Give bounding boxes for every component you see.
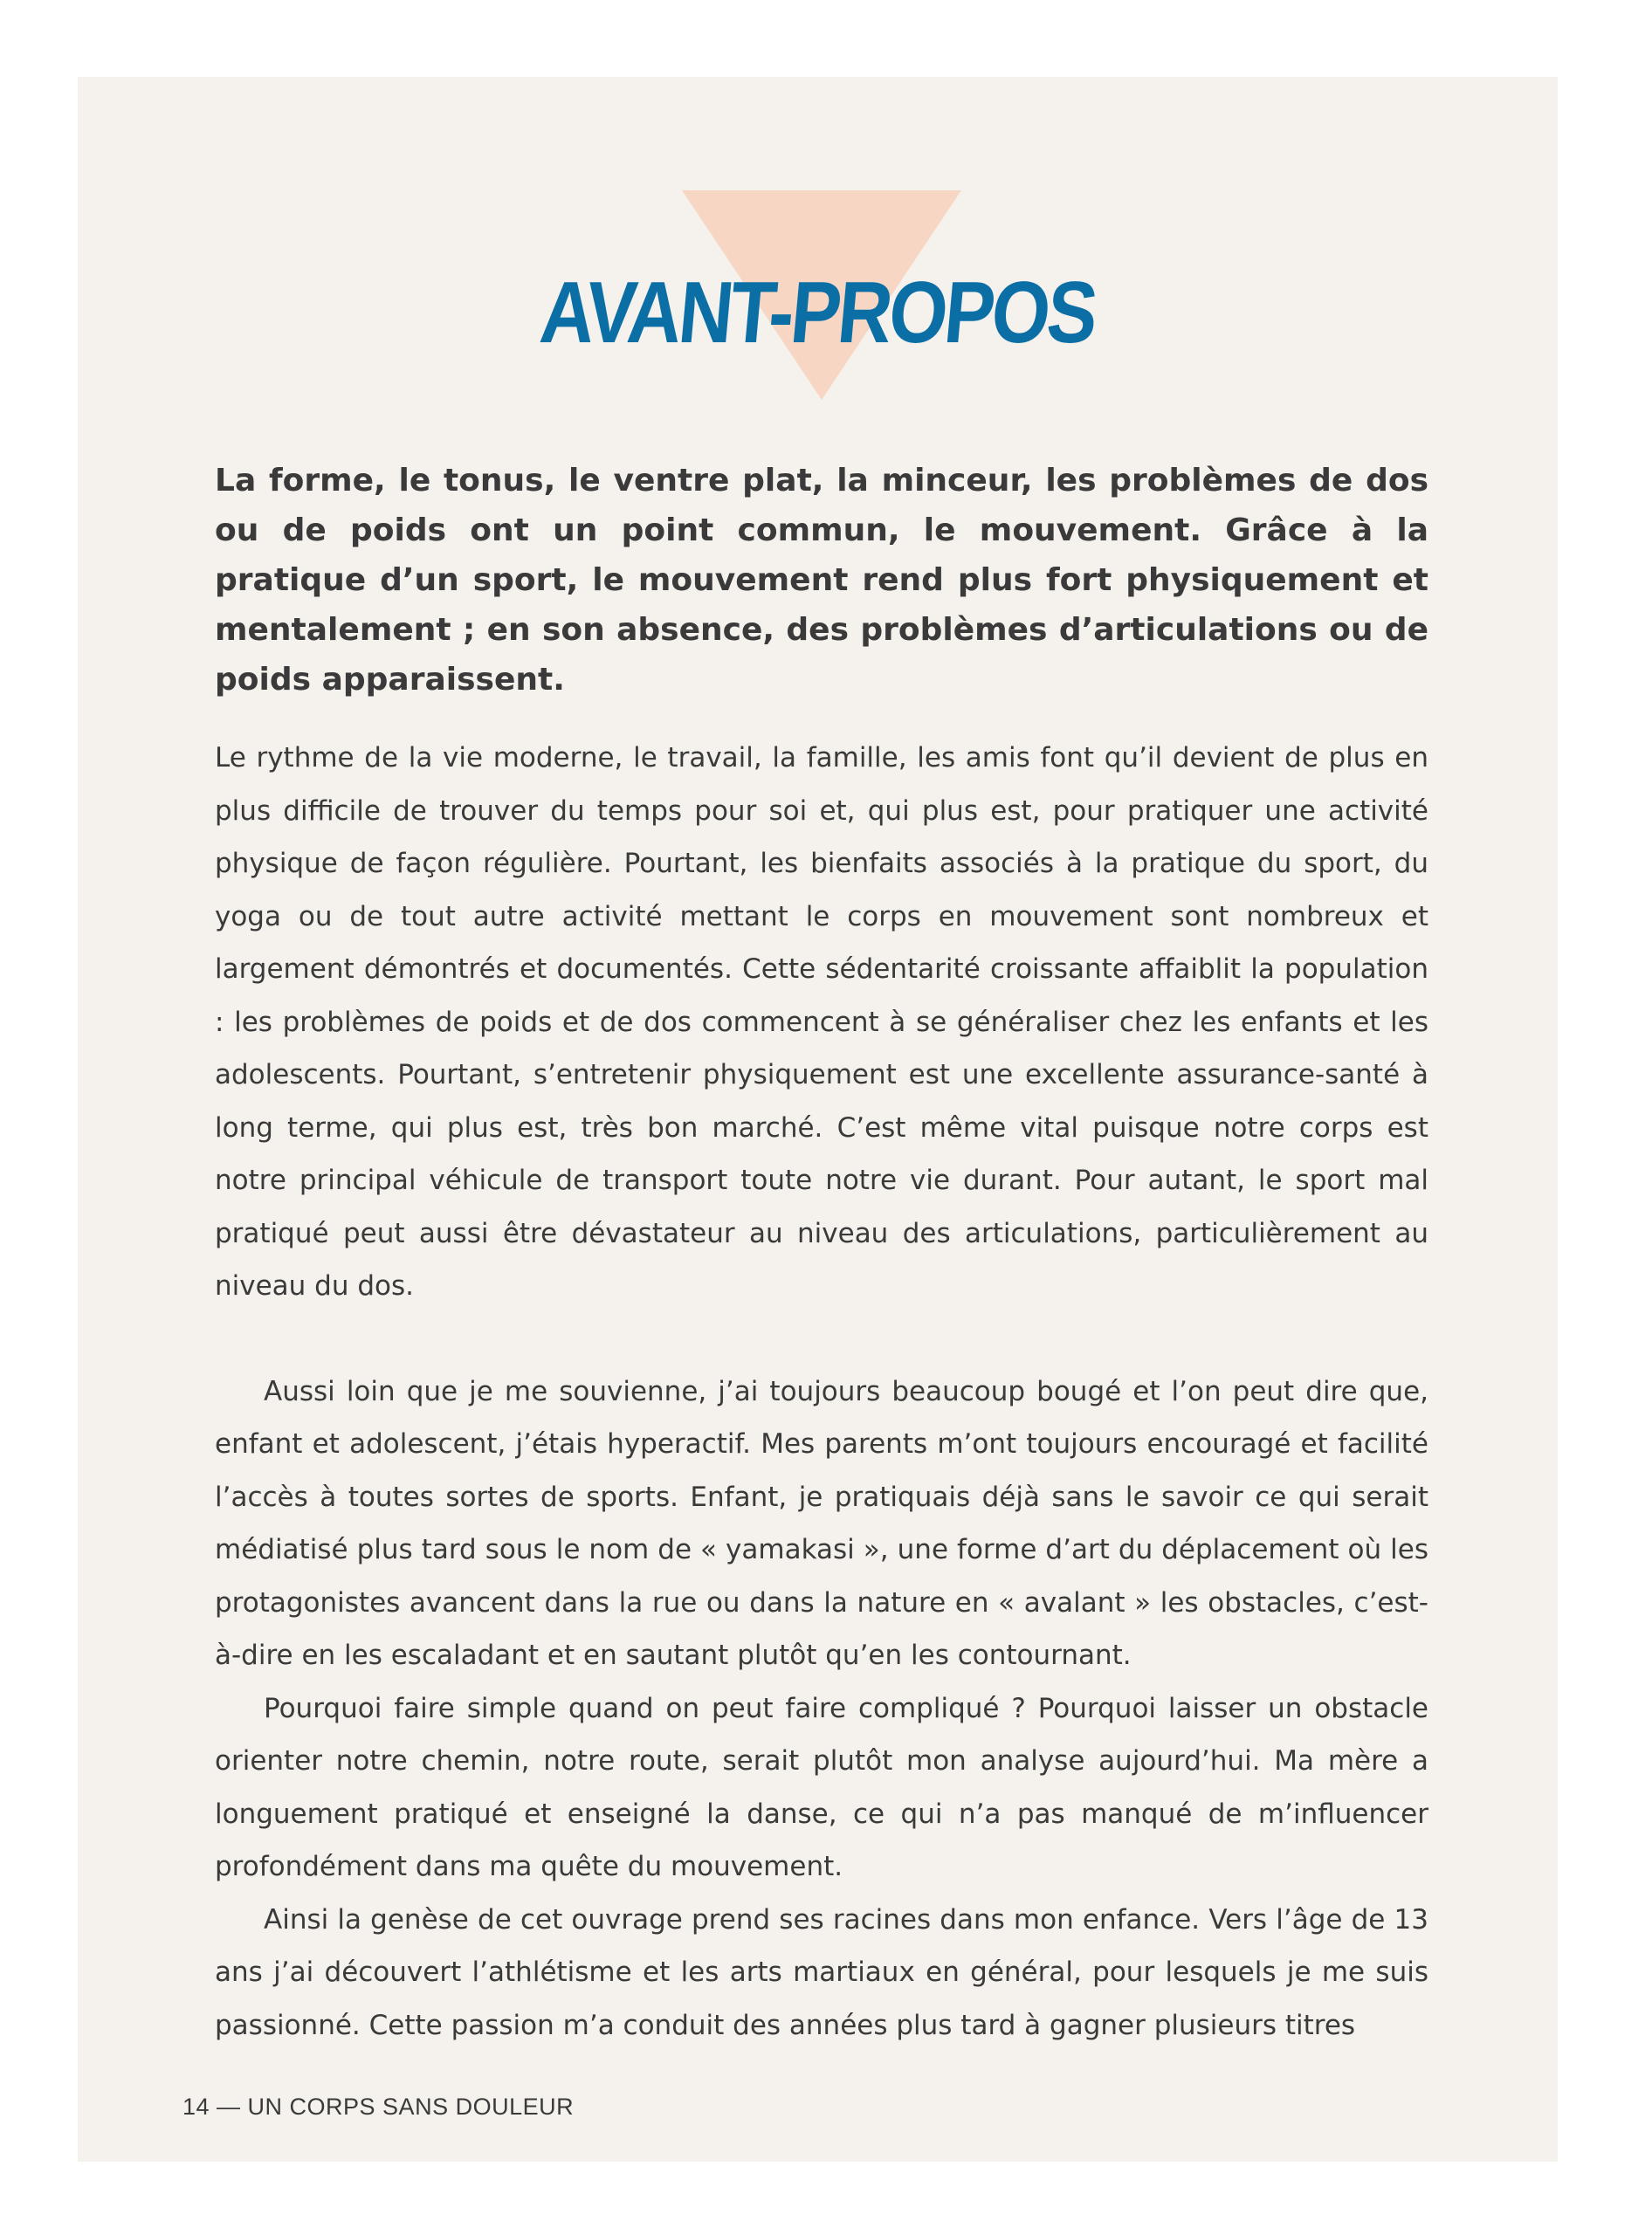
- book-page: [78, 77, 1558, 2162]
- lead-paragraph: La forme, le tonus, le ventre plat, la minceur, les problèmes de dos ou de poids ont un point commun, le mouvement. Grâce à la pratique d’un sport, le mouvement rend plus fort physiquement et mentalement ; en son absence, des problèmes d’articulations ou de poids apparaissent.: [215, 463, 1428, 698]
- paragraph-4: Ainsi la genèse de cet ouvrage prend ses racines dans mon enfance. Vers l’âge de 13 ans j’ai découvert l’athlétisme et les arts martiaux en général, pour lesquels je me suis passionné. Cette passion m’a conduit des années plus tard à gagner plusieurs titres: [215, 1903, 1428, 2041]
- paragraph-3: Pourquoi faire simple quand on peut faire compliqué ? Pourquoi laisser un obstacle orienter notre chemin, notre route, serait plutôt mon analyse aujourd’hui. Ma mère a longuement pratiqué et enseigné la danse, ce qui n’a pas manqué de m’influencer profondément dans ma quête du mouvement.: [215, 1692, 1428, 1882]
- paragraph-2: Aussi loin que je me souvienne, j’ai toujours beaucoup bougé et l’on peut dire que, enfant et adolescent, j’étais hyperactif. Mes parents m’ont toujours encouragé et facilité l’accès à toutes sortes de sports. Enfant, je pratiquais déjà sans le savoir ce qui serait médiatisé plus tard sous le nom de « yamakasi », une forme d’art du déplacement où les protagonistes avancent dans la rue ou dans la nature en « avalant » les obstacles, c’est-à-dire en les escaladant et en sautant plutôt qu’en les contournant.: [215, 1375, 1428, 1671]
- page-footer: 14 — UN CORPS SANS DOULEUR: [182, 2094, 575, 2120]
- page-title: AVANT-PROPOS: [536, 264, 1099, 361]
- paragraph-1: Le rythme de la vie moderne, le travail, la famille, les amis font qu’il devient de plus en plus difficile de trouver du temps pour soi et, qui plus est, pour pratiquer une activité physique de façon régulière. Pourtant, les bienfaits associés à la pratique du sport, du yoga ou de tout autre activité mettant le corps en mouvement sont nombreux et largement démontrés et documentés. Cette sédentarité croissante affaiblit la population : les problèmes de poids et de dos commencent à se généraliser chez les enfants et les adolescents. Pourtant, s’entretenir physiquement est une excellente assurance-santé à long terme, qui plus est, très bon marché. C’est même vital puisque notre corps est notre principal véhicule de transport toute notre vie durant. Pour autant, le sport mal pratiqué peut aussi être dévastateur au niveau des articulations, particulièrement au niveau du dos.: [215, 742, 1428, 1302]
- heading-block: [78, 190, 1558, 400]
- body-text: [215, 732, 1428, 2052]
